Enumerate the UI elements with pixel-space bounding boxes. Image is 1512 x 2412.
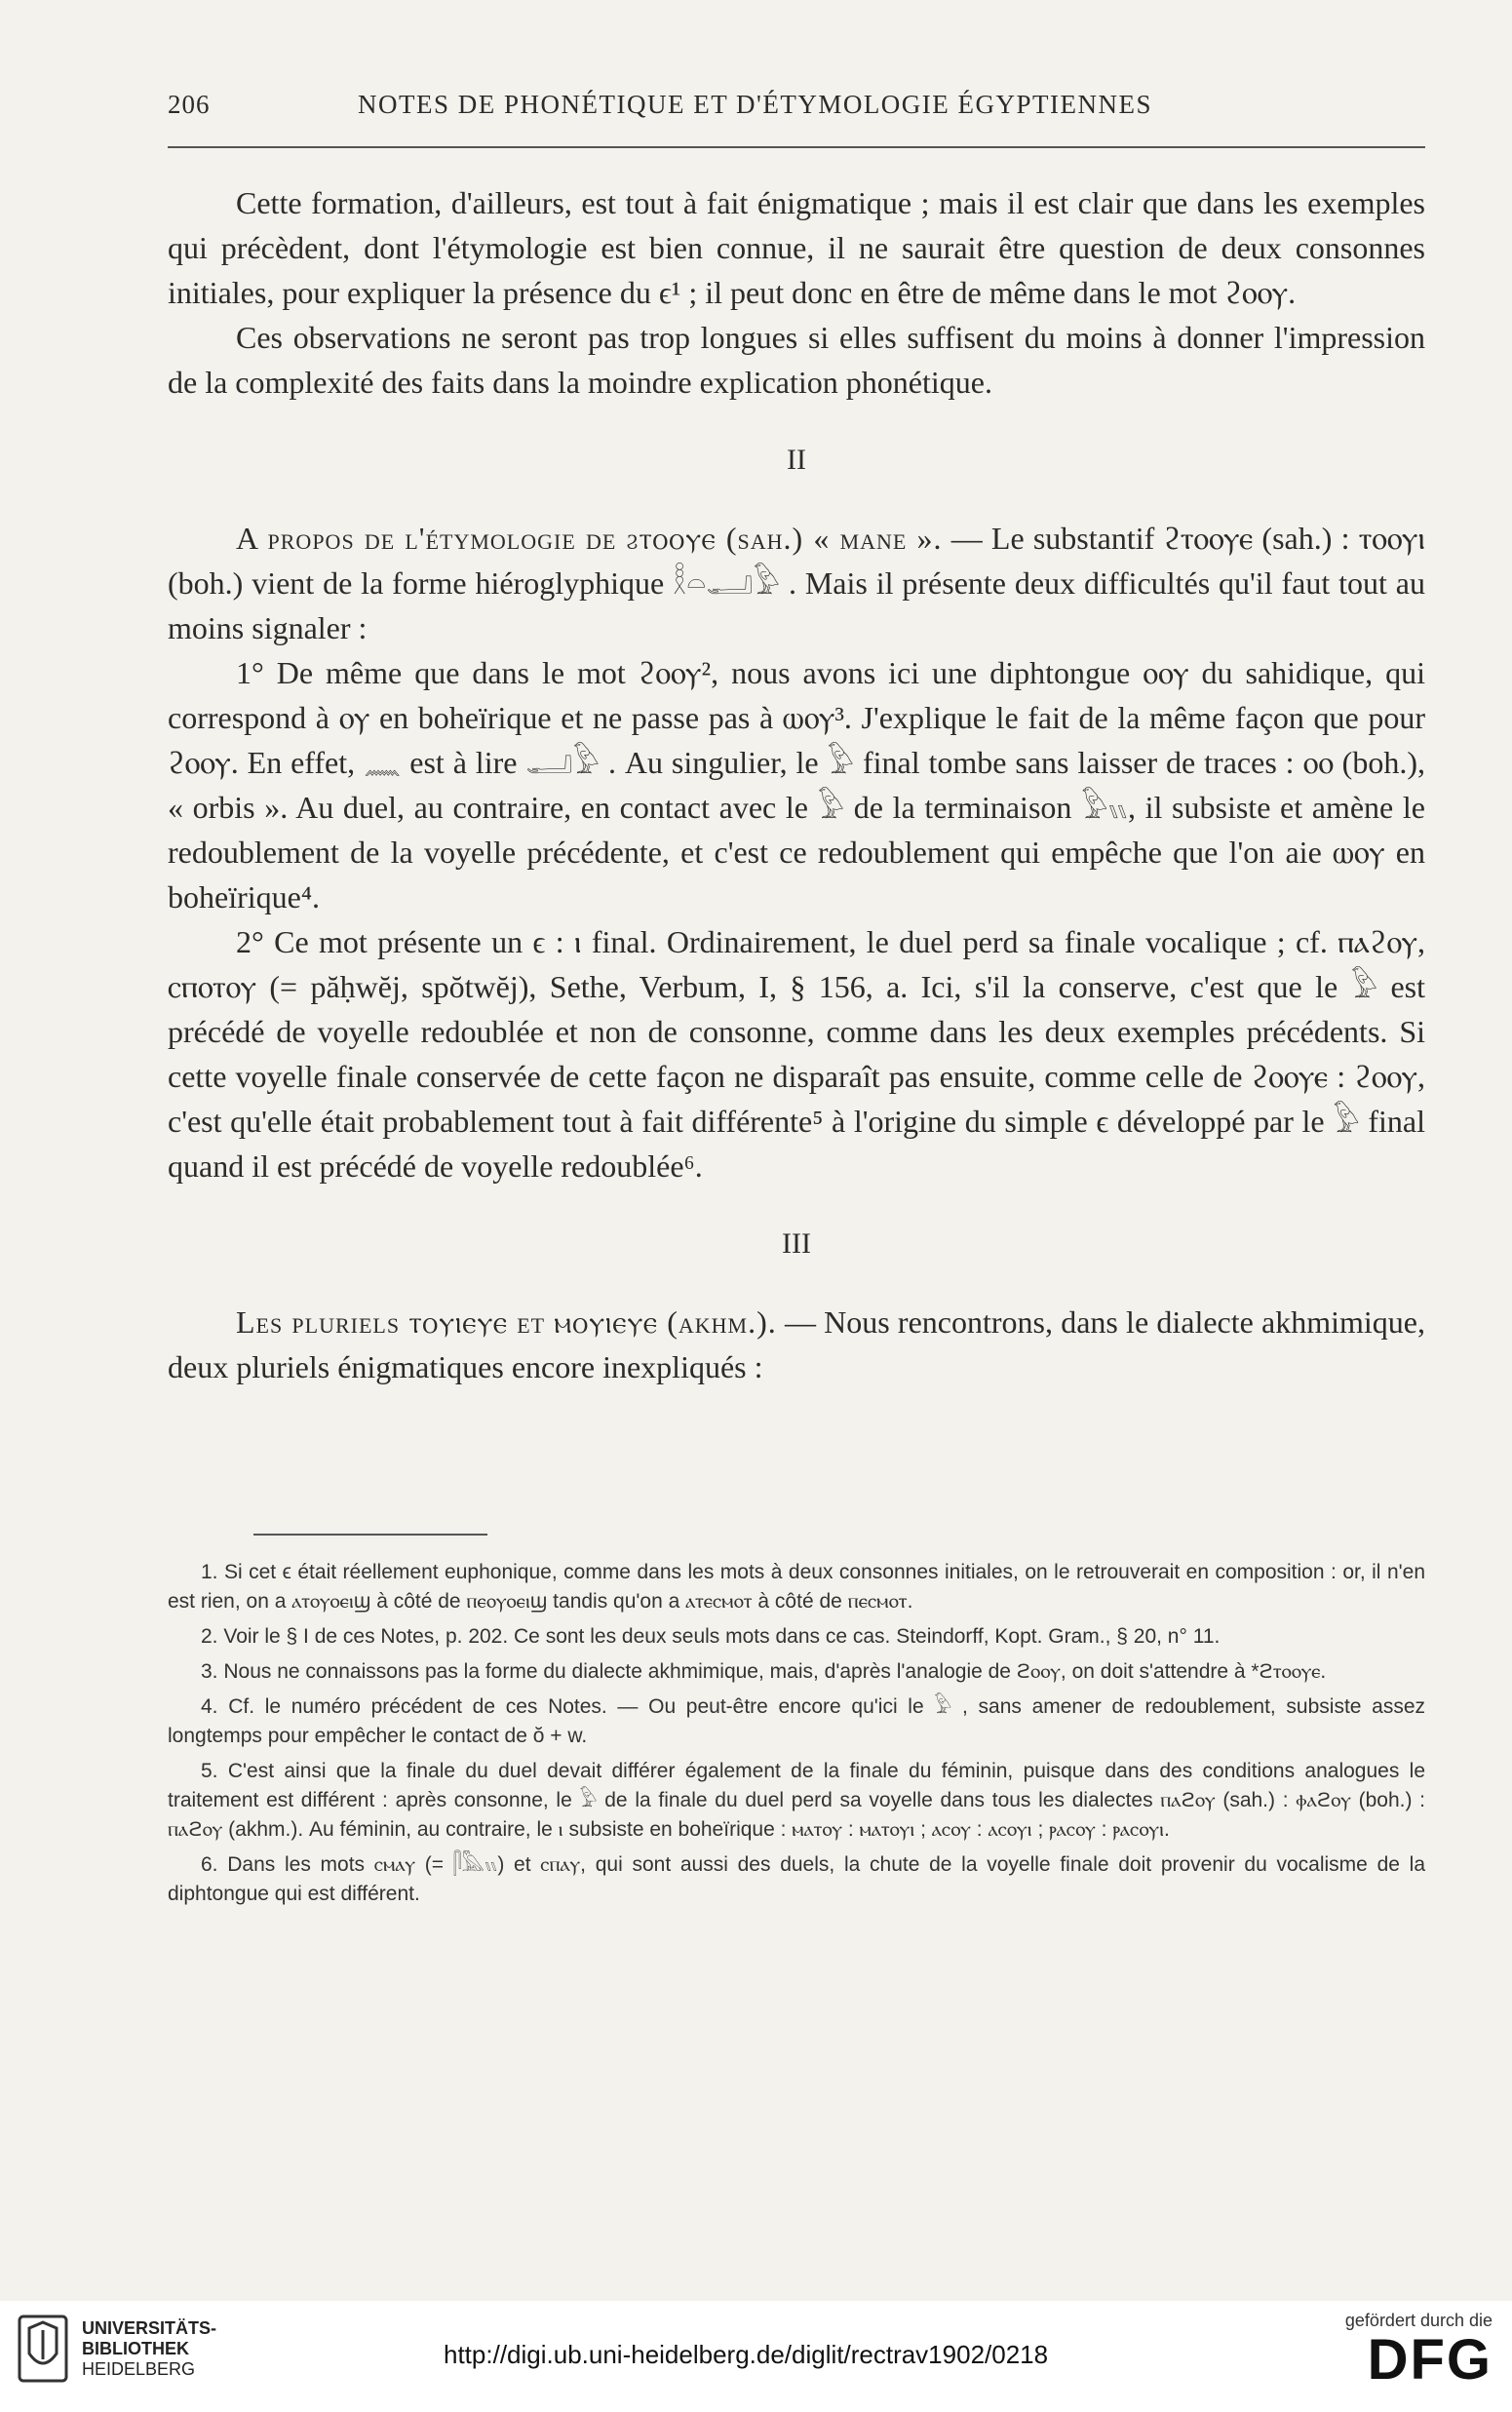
footnotes bbox=[168, 1558, 1425, 1915]
dfg-logo-text: DFG bbox=[1367, 2328, 1493, 2392]
library-name-line: UNIVERSITÄTS- bbox=[82, 2318, 217, 2338]
paragraph bbox=[168, 516, 1425, 650]
section-number: II bbox=[787, 444, 806, 476]
university-seal-icon bbox=[18, 2315, 68, 2383]
section-heading: Les pluriels ⲧⲟⲩⲓⲉⲩⲉ et ⲙⲟⲩⲓⲉⲩⲉ (akhm.). bbox=[236, 1304, 777, 1340]
footnote: 4. Cf. le numéro précédent de ces Notes. — Ou peut-être encore qu'ici le 𓅱 , sans amener de redoublement, subsiste assez longtemps pour empêcher le contact de ŏ + w. bbox=[168, 1695, 1425, 1747]
paragraph-text: — Nous rencontrons, dans le dialecte akhmimique, deux pluriels énigmatiques encore inexpliqués : bbox=[168, 1304, 1425, 1384]
paragraph-text: — Le substantif ϩⲧⲟⲟⲩⲉ (sah.) : ⲧⲟⲟⲩⲓ (boh.) vient de la forme hiéroglyphique 𓎛𓏏𓂝𓅱 . Mais il présente deux difficultés qu'il faut tout au moins signaler : bbox=[168, 521, 1425, 645]
main-text bbox=[168, 180, 1425, 1389]
library-name-line: HEIDELBERG bbox=[82, 2359, 196, 2379]
library-name-line: BIBLIOTHEK bbox=[82, 2339, 189, 2358]
page-number: 206 bbox=[168, 90, 211, 119]
section-heading: A propos de l'étymologie de ϩⲧⲟⲟⲩⲉ (sah.) « mane ». bbox=[236, 521, 943, 556]
footnote: 1. Si cet ϵ était réellement euphonique, comme dans les mots à deux consonnes initiales, on le retrouverait en composition : or, il n'en est rien, on a ⲁⲧⲟⲩⲟⲉⲓϣ à côté de ⲡⲉⲟⲩⲟⲉⲓϣ tandis qu'on a ⲁⲧⲉⲥⲙⲟⲧ à côté de ⲡⲉⲥⲙⲟⲧ. bbox=[168, 1561, 1425, 1613]
footnote: 5. C'est ainsi que la finale du duel devait différer également de la finale du féminin, puisque dans des conditions analogues le traitement est différent : après consonne, le 𓅱 de la finale du duel perd sa voyelle dans tous les dialectes ⲡⲁϩⲟⲩ (sah.) : ⲫⲁϩⲟⲩ (boh.) : ⲡⲁϩⲟⲩ (akhm.). Au féminin, au contraire, le ⲓ subsiste en boheïrique : ⲙⲁⲧⲟⲩ : ⲙⲁⲧⲟⲩⲓ ; ⲁⲥⲟⲩ : ⲁⲥⲟⲩⲓ ; ⲣⲁⲥⲟⲩ : ⲣⲁⲥⲟⲩⲓ. bbox=[168, 1760, 1425, 1841]
footnote: 3. Nous ne connaissons pas la forme du dialecte akhmimique, mais, d'après l'analogie de ϩⲟⲟⲩ, on doit s'attendre à *ϩⲧⲟⲟⲩⲉ. bbox=[201, 1660, 1327, 1683]
source-url-link[interactable]: http://digi.ub.uni-heidelberg.de/diglit/rectrav1902/0218 bbox=[444, 2340, 1049, 2369]
footnote: 6. Dans les mots ⲥⲙⲁⲩ (= 𓋴𓅓𓏭) et ⲥⲡⲁⲩ, qui sont aussi des duels, la chute de la voyelle finale doit provenir du vocalisme de la diphtongue qui est différent. bbox=[168, 1853, 1425, 1905]
sponsor-caption: gefördert durch die bbox=[1344, 2311, 1493, 2330]
sponsor-logo bbox=[1345, 2311, 1493, 2390]
paragraph: Ces observations ne seront pas trop longues si elles suffisent du moins à donner l'impression de la complexité des faits dans la moindre explication phonétique. bbox=[168, 320, 1425, 400]
running-header bbox=[168, 90, 1425, 129]
paragraph: Cette formation, d'ailleurs, est tout à fait énigmatique ; mais il est clair que dans les exemples qui précèdent, dont l'étymologie est bien connue, il ne saurait être question de deux consonnes initiales, pour expliquer la présence du ϵ¹ ; il peut donc en être de même dans le mot ϩⲟⲟⲩ. bbox=[168, 185, 1425, 310]
running-title: NOTES DE PHONÉTIQUE ET D'ÉTYMOLOGIE ÉGYPTIENNES bbox=[358, 90, 1153, 119]
paragraph: 2° Ce mot présente un ϵ : ⲓ final. Ordinairement, le duel perd sa finale vocalique ; cf. ⲡⲁϩⲟⲩ, ⲥⲡⲟⲧⲟⲩ (= păḥwĕj, spŏtwĕj), Sethe, Verbum, I, § 156, a. Ici, s'il la conserve, c'est que le 𓅱 est précédé de voyelle redoublée et non de consonne, comme dans les deux exemples précédents. Si cette voyelle finale conservée de cette façon ne disparaît pas ensuite, comme celle de ϩⲟⲟⲩⲉ : ϩⲟⲟⲩ, c'est qu'elle était probablement tout à fait différente⁵ à l'origine du simple ϵ développé par le 𓅱 final quand il est précédé de voyelle redoublée⁶. bbox=[168, 924, 1425, 1184]
section-number: III bbox=[782, 1227, 811, 1260]
footnote-rule bbox=[253, 1534, 487, 1536]
paragraph bbox=[168, 1300, 1425, 1389]
footnote: 2. Voir le § I de ces Notes, p. 202. Ce sont les deux seuls mots dans ce cas. Steindorff, Kopt. Gram., § 20, n° 11. bbox=[201, 1625, 1221, 1648]
library-name bbox=[82, 2318, 216, 2380]
header-rule bbox=[168, 146, 1425, 148]
paragraph: 1° De même que dans le mot ϩⲟⲟⲩ², nous avons ici une diphtongue ⲟⲟⲩ du sahidique, qui correspond à ⲟⲩ en boheïrique et ne passe pas à ⲱⲟⲩ³. J'explique le fait de la même façon que pour ϩⲟⲟⲩ. En effet, 𓈖 est à lire 𓂝𓅱 . Au singulier, le 𓅱 final tombe sans laisser de traces : ⲟⲟ (boh.), « orbis ». Au duel, au contraire, en contact avec le 𓅱 de la terminaison 𓅱𓏭, il subsiste et amène le redoublement de la voyelle précédente, et c'est ce redoublement qui empêche que l'on aie ⲱⲟⲩ en boheïrique⁴. bbox=[168, 655, 1425, 914]
